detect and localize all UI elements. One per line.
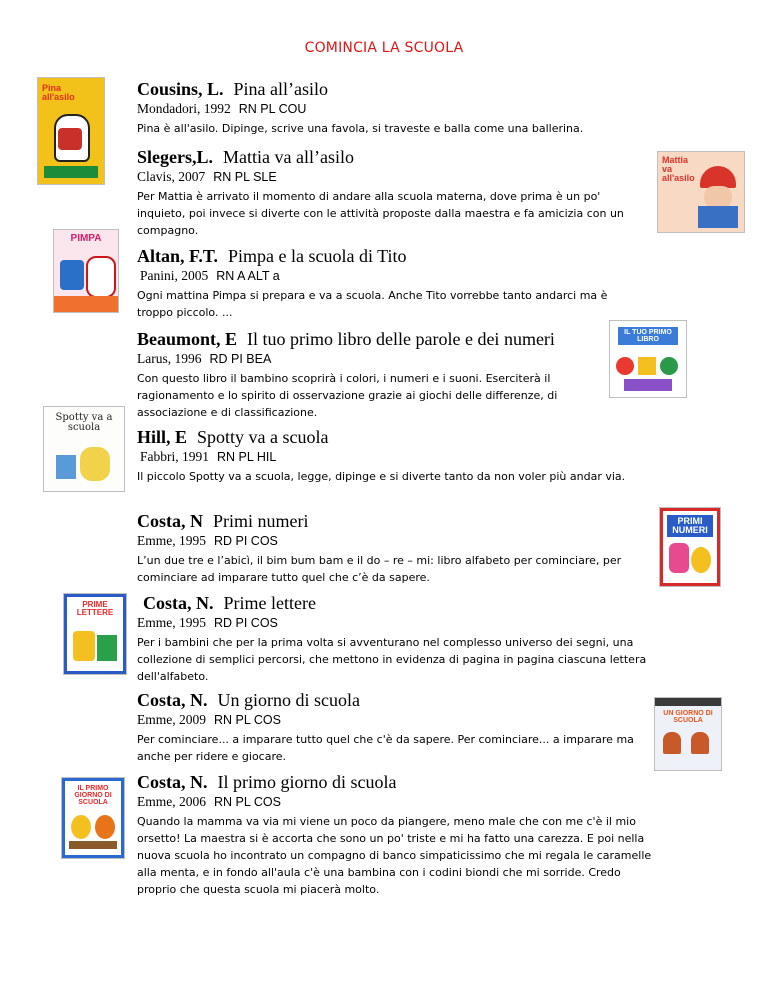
book-entry: [137, 245, 627, 321]
book-author: Costa, N.: [137, 690, 208, 710]
book-description: L’un due tre e l’abicì, il bim bum bam e il do – re – mi: libro alfabeto per cominciare, per cominciare ad imparare tutto quel che c’è da sapere.: [137, 554, 622, 584]
book-description: Pina è all'asilo. Dipinge, scrive una favola, si traveste e balla come una ballerina.: [137, 122, 584, 135]
book-entry: [137, 146, 652, 239]
book-cover-image: [44, 407, 124, 491]
book-call-number: RN PL SLE: [213, 170, 277, 184]
book-publisher-line: [137, 614, 677, 632]
book-publisher-line: [137, 793, 652, 811]
book-title: Il tuo primo libro delle parole e dei numeri: [247, 329, 555, 349]
book-title: Primi numeri: [213, 511, 309, 531]
cover-title: Pina all'asilo: [42, 83, 75, 102]
book-call-number: RN PL COU: [238, 102, 307, 116]
book-cover-image: [610, 321, 686, 397]
book-call-number: RD PI COS: [214, 534, 278, 548]
cover-title: IL PRIMO GIORNO DI SCUOLA: [74, 785, 112, 806]
book-heading: [137, 510, 657, 532]
book-publisher-line: [140, 267, 627, 285]
book-publisher-line: [140, 448, 677, 466]
book-description: Quando la mamma va via mi viene un poco da piangere, meno male che con me c'è il mio orsetto! La maestra si è accorta che sono un po' triste e mi ha fatto una carezza. E poi nella nuova scuola ho incontrato un compagno di banco simpaticissimo che mi regala le caramelle alla menta, e in fondo all'aula c'è una bambina con i codini biondi che mi sorride. Credo proprio che questa scuola mi piacerà molto.: [137, 815, 652, 896]
book-heading: [137, 328, 597, 350]
book-title: Pimpa e la scuola di Tito: [228, 246, 407, 266]
book-author: Cousins, L.: [137, 79, 224, 99]
book-description: Per cominciare... a imparare tutto quel che c'è da sapere. Per cominciare... a imparare ma anche per ridere e giocare.: [137, 733, 634, 763]
book-entry: [137, 328, 597, 421]
book-title: Mattia va all’asilo: [223, 147, 354, 167]
book-description: Per Mattia è arrivato il momento di andare alla scuola materna, dove prima è un po' inquieto, poi invece si diverte con le attività proposte dalla maestra e fa amicizia con un compagno.: [137, 190, 624, 237]
book-publisher: Emme, 2009: [137, 712, 206, 727]
cover-title: UN GIORNO DI SCUOLA: [663, 710, 713, 724]
book-entry: [137, 426, 677, 485]
cover-title: Mattia va all'asilo: [662, 155, 695, 183]
cover-title: Spotty va a scuola: [55, 412, 113, 433]
book-author: Costa, N: [137, 511, 203, 531]
book-entry: [137, 771, 652, 898]
book-publisher-line: [137, 168, 652, 186]
book-cover-image: [660, 508, 720, 586]
book-author: Hill, E: [137, 427, 188, 447]
book-call-number: RN PL COS: [214, 795, 281, 809]
book-cover-image: [655, 698, 721, 770]
book-publisher: Larus, 1996: [137, 351, 202, 366]
book-heading: [137, 146, 652, 168]
book-heading: [137, 78, 617, 100]
book-call-number: RD PI BEA: [209, 352, 272, 366]
book-publisher: Panini, 2005: [140, 268, 209, 283]
book-cover-image: [38, 78, 104, 184]
cover-title: IL TUO PRIMO LIBRO: [618, 327, 678, 345]
book-title: Il primo giorno di scuola: [217, 772, 397, 792]
book-heading: [137, 771, 652, 793]
book-heading: [137, 245, 627, 267]
book-publisher: Fabbri, 1991: [140, 449, 209, 464]
page-title: COMINCIA LA SCUOLA: [304, 40, 464, 56]
book-call-number: RD PI COS: [214, 616, 278, 630]
book-author: Slegers,L.: [137, 147, 213, 167]
book-publisher-line: [137, 711, 642, 729]
book-publisher: Mondadori, 1992: [137, 101, 231, 116]
book-author: Altan, F.T.: [137, 246, 219, 266]
book-author: Costa, N.: [143, 593, 214, 613]
book-entry: [137, 510, 657, 586]
book-heading: [137, 426, 677, 448]
book-publisher: Emme, 2006: [137, 794, 206, 809]
cover-title: PRIMI NUMERI: [667, 515, 713, 537]
book-entry: [137, 689, 642, 765]
book-author: Beaumont, E: [137, 329, 238, 349]
book-description: Con questo libro il bambino scoprirà i colori, i numeri e i suoni. Eserciterà il ragionamento e lo spirito di osservazione grazie ai giochi delle differenze, di associazione e di classificazione.: [137, 372, 558, 419]
book-cover-image: [54, 230, 118, 312]
book-publisher: Clavis, 2007: [137, 169, 206, 184]
book-publisher-line: [137, 100, 617, 118]
book-heading: [137, 689, 642, 711]
book-cover-image: [62, 778, 124, 858]
book-entry: [137, 592, 677, 685]
book-publisher-line: [137, 350, 597, 368]
book-description: Il piccolo Spotty va a scuola, legge, dipinge e si diverte tanto da non voler più andar via.: [137, 470, 626, 483]
book-title: Un giorno di scuola: [217, 690, 360, 710]
book-publisher: Emme, 1995: [137, 615, 206, 630]
book-entry: [137, 78, 617, 137]
book-title: Prime lettere: [223, 593, 316, 613]
cover-title: PIMPA: [70, 233, 102, 244]
cover-title: PRIME LETTERE: [76, 600, 114, 617]
book-call-number: RN PL COS: [214, 713, 281, 727]
book-cover-image: [658, 152, 744, 232]
book-title: Pina all’asilo: [233, 79, 329, 99]
book-title: Spotty va a scuola: [197, 427, 329, 447]
book-call-number: RN PL HIL: [217, 450, 277, 464]
book-publisher-line: [137, 532, 657, 550]
book-description: Ogni mattina Pimpa si prepara e va a scuola. Anche Tito vorrebbe tanto andarci ma è troppo piccolo. ...: [137, 289, 608, 319]
book-author: Costa, N.: [137, 772, 208, 792]
book-description: Per i bambini che per la prima volta si avventurano nel complesso universo dei segni, una collezione di semplici percorsi, che mettono in evidenza di pagina in pagina ciascuna lettera dell'alfabeto.: [137, 636, 647, 683]
book-cover-image: [64, 594, 126, 674]
book-call-number: RN A ALT a: [216, 269, 280, 283]
book-heading: [143, 592, 677, 614]
book-publisher: Emme, 1995: [137, 533, 206, 548]
